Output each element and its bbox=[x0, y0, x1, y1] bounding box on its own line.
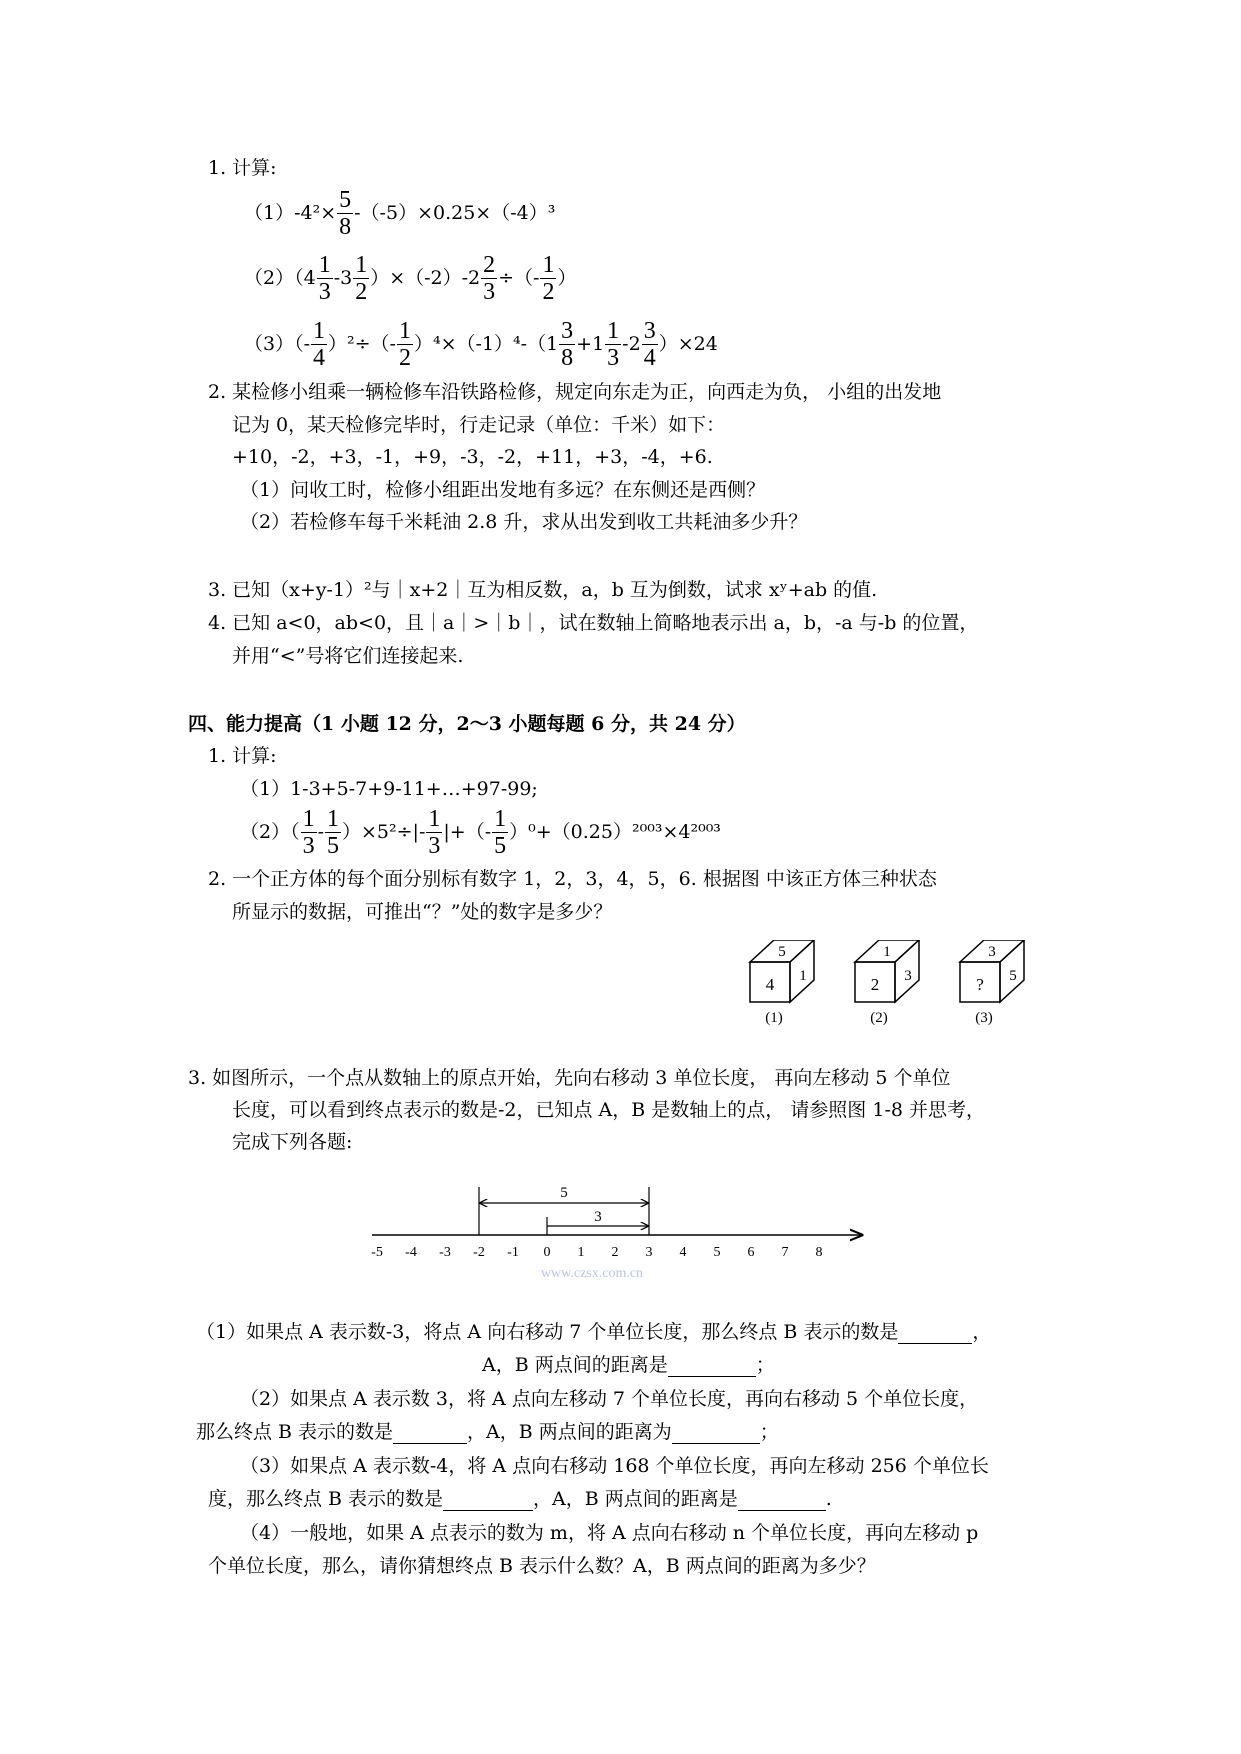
cube-caption: (3) bbox=[975, 1010, 993, 1026]
tick-label: 4 bbox=[679, 1245, 687, 1260]
text: . bbox=[825, 1488, 832, 1510]
expr-text: ）×（-2）-2 bbox=[370, 267, 481, 289]
fraction: $\frac{1}{3}$ bbox=[318, 251, 331, 305]
text: ； bbox=[755, 1354, 775, 1376]
tick-label: -4 bbox=[405, 1245, 417, 1260]
q1-label: 1. 计算: bbox=[208, 157, 277, 179]
tick-label: 7 bbox=[781, 1245, 789, 1260]
expr-text: - bbox=[317, 821, 325, 843]
fraction: $\frac{1}{4}$ bbox=[313, 317, 326, 371]
expr-text: ）⁰+（0.25）²⁰⁰³×4²⁰⁰³ bbox=[509, 821, 721, 843]
expr-text: ）⁴×（-1）⁴-（1 bbox=[413, 333, 559, 355]
answer-blank[interactable] bbox=[393, 1423, 467, 1444]
expr-text: |+（- bbox=[443, 821, 492, 843]
number-line-figure bbox=[360, 1175, 880, 1290]
s4-q2-line: 所显示的数据，可推出“？”处的数字是多少？ bbox=[232, 901, 613, 923]
cube-side-number: 1 bbox=[799, 968, 807, 984]
arrow-three-label: 3 bbox=[594, 1209, 602, 1225]
expr-text: （1）-4²× bbox=[244, 202, 337, 224]
answer-blank[interactable] bbox=[672, 1423, 760, 1444]
tick-label: 3 bbox=[645, 1245, 653, 1260]
expr-text: ） bbox=[557, 267, 577, 289]
watermark: www.czsx.com.cn bbox=[540, 1266, 644, 1281]
tick-label: 8 bbox=[815, 1245, 823, 1260]
tick-label: -2 bbox=[473, 1245, 485, 1260]
expr-text: ÷（- bbox=[498, 267, 540, 289]
fraction: $\frac{1}{2}$ bbox=[542, 251, 555, 305]
s4-q1-expr2 bbox=[240, 802, 721, 862]
fraction: $\frac{1}{5}$ bbox=[494, 805, 507, 859]
expr-text: （2）（4 bbox=[244, 267, 316, 289]
s4-q3-line: 长度，可以看到终点表示的数是-2，已知点 A，B 是数轴上的点， 请参照图 1-8 并思考， bbox=[232, 1099, 985, 1121]
cube-3 bbox=[960, 940, 1024, 1026]
tick-label: 5 bbox=[713, 1245, 721, 1260]
sub-question-1-line2 bbox=[482, 1353, 775, 1377]
text: ，A，B 两点间的距离是 bbox=[533, 1488, 738, 1510]
fraction: $\frac{3}{4}$ bbox=[643, 317, 656, 371]
sub-question-4-line2: 个单位长度，那么，请你猜想终点 B 表示什么数？A，B 两点间的距离为多少？ bbox=[208, 1555, 876, 1577]
text: 度，那么终点 B 表示的数是 bbox=[208, 1488, 444, 1510]
expr-text: -3 bbox=[333, 267, 353, 289]
sub-question-4: （4）一般地，如果 A 点表示的数为 m，将 A 点向右移动 n 个单位长度，再向左移动 p bbox=[240, 1522, 979, 1544]
s4-q1-label: 1. 计算: bbox=[208, 745, 277, 767]
calc-expression-3 bbox=[244, 314, 718, 374]
q2-line: 记为 0，某天检修完毕时，行走记录（单位：千米）如下： bbox=[232, 414, 726, 436]
cube-side-number: 3 bbox=[904, 968, 912, 984]
cube-caption: (2) bbox=[870, 1010, 888, 1026]
expr-text: ）×24 bbox=[658, 333, 718, 355]
cube-top-number: 1 bbox=[883, 944, 891, 960]
text: ，A，B 两点间的距离为 bbox=[467, 1421, 672, 1443]
cube-top-number: 5 bbox=[778, 944, 786, 960]
q2-sub1: （1）问收工时，检修小组距出发地有多远？在东侧还是西侧？ bbox=[240, 479, 766, 501]
s4-q1-expr1: （1）1-3+5-7+9-11+…+97-99; bbox=[240, 778, 538, 800]
expr-text: +1 bbox=[576, 333, 605, 355]
text: A，B 两点间的距离是 bbox=[482, 1354, 668, 1376]
section-heading: 四、能力提高（1 小题 12 分，2～3 小题每题 6 分，共 24 分） bbox=[188, 713, 746, 735]
s4-q3-line: 3. 如图所示，一个点从数轴上的原点开始，先向右移动 3 单位长度， 再向左移动 5 个单位 bbox=[188, 1067, 951, 1089]
q2-line: 2. 某检修小组乘一辆检修车沿铁路检修，规定向东走为正，向西走为负， 小组的出发地 bbox=[208, 381, 942, 403]
cube-front-number: ? bbox=[976, 975, 984, 994]
q2-sub2: （2）若检修车每千米耗油 2.8 升，求从出发到收工共耗油多少升？ bbox=[240, 511, 808, 533]
tick-label: 1 bbox=[577, 1245, 585, 1260]
expr-text: ）²÷（- bbox=[328, 333, 396, 355]
fraction: $\frac{5}{8}$ bbox=[339, 186, 352, 240]
q2-records: +10，-2，+3，-1，+9，-3，-2，+11，+3，-4，+6. bbox=[232, 446, 713, 468]
answer-blank[interactable] bbox=[898, 1323, 972, 1344]
cube-top-number: 3 bbox=[988, 944, 996, 960]
s4-q3-line: 完成下列各题: bbox=[232, 1131, 353, 1153]
cube-caption: (1) bbox=[765, 1010, 783, 1026]
fraction: $\frac{1}{2}$ bbox=[355, 251, 368, 305]
expr-text: -2 bbox=[622, 333, 641, 355]
fraction: $\frac{1}{3}$ bbox=[428, 805, 441, 859]
fraction: $\frac{1}{3}$ bbox=[607, 317, 620, 371]
arrow-five-label: 5 bbox=[560, 1185, 568, 1201]
cube-front-number: 4 bbox=[765, 975, 775, 994]
answer-blank[interactable] bbox=[668, 1356, 756, 1377]
text: ； bbox=[759, 1421, 779, 1443]
calc-expression-1 bbox=[244, 183, 555, 243]
q4-line: 并用“<”号将它们连接起来. bbox=[232, 645, 464, 667]
text: ， bbox=[972, 1321, 992, 1343]
answer-blank[interactable] bbox=[443, 1490, 533, 1511]
sub-question-1 bbox=[196, 1320, 991, 1344]
tick-label: 2 bbox=[611, 1245, 619, 1260]
sub-question-3: （3）如果点 A 表示数-4，将 A 点向右移动 168 个单位长度，再向左移动 256 个单位长 bbox=[240, 1455, 989, 1477]
cube-side-number: 5 bbox=[1009, 968, 1017, 984]
tick-label: 6 bbox=[747, 1245, 755, 1260]
fraction: $\frac{1}{3}$ bbox=[302, 805, 315, 859]
expr-text: （3）（- bbox=[244, 333, 311, 355]
fraction: $\frac{2}{3}$ bbox=[483, 251, 496, 305]
q4-line: 4. 已知 a<0，ab<0，且｜a｜>｜b｜，试在数轴上简略地表示出 a，b，-a 与-b 的位置， bbox=[208, 612, 979, 634]
sub-question-3-line2 bbox=[208, 1487, 832, 1511]
fraction: $\frac{1}{2}$ bbox=[398, 317, 411, 371]
s4-q2-line: 2. 一个正方体的每个面分别标有数字 1，2，3，4，5，6. 根据图 中该正方体三种状态 bbox=[208, 868, 937, 890]
calc-expression-2 bbox=[244, 248, 577, 308]
tick-label: -1 bbox=[507, 1245, 519, 1260]
tick-label: -5 bbox=[371, 1245, 383, 1260]
expr-text: （2）（ bbox=[240, 821, 300, 843]
sub-question-2-line2 bbox=[196, 1420, 779, 1444]
fraction: $\frac{1}{5}$ bbox=[327, 805, 340, 859]
q3-text: 3. 已知（x+y-1）²与｜x+2｜互为相反数，a，b 互为倒数，试求 xʸ+ab 的值. bbox=[208, 579, 878, 601]
cubes-figure bbox=[740, 940, 1050, 1030]
expr-text: ）×5²÷|- bbox=[342, 821, 426, 843]
cube-front-number: 2 bbox=[870, 975, 880, 994]
cube-1 bbox=[750, 940, 814, 1026]
answer-blank[interactable] bbox=[738, 1490, 826, 1511]
expr-text: -（-5）×0.25×（-4）³ bbox=[354, 202, 556, 224]
cube-2 bbox=[855, 940, 919, 1026]
text: （1）如果点 A 表示数-3，将点 A 向右移动 7 个单位长度，那么终点 B 表示的数是 bbox=[196, 1321, 899, 1343]
text: 那么终点 B 表示的数是 bbox=[196, 1421, 394, 1443]
tick-label: 0 bbox=[543, 1245, 551, 1260]
sub-question-2: （2）如果点 A 表示数 3，将 A 点向左移动 7 个单位长度，再向右移动 5 个单位长度， bbox=[240, 1388, 979, 1410]
tick-label: -3 bbox=[439, 1245, 451, 1260]
fraction: $\frac{3}{8}$ bbox=[561, 317, 574, 371]
